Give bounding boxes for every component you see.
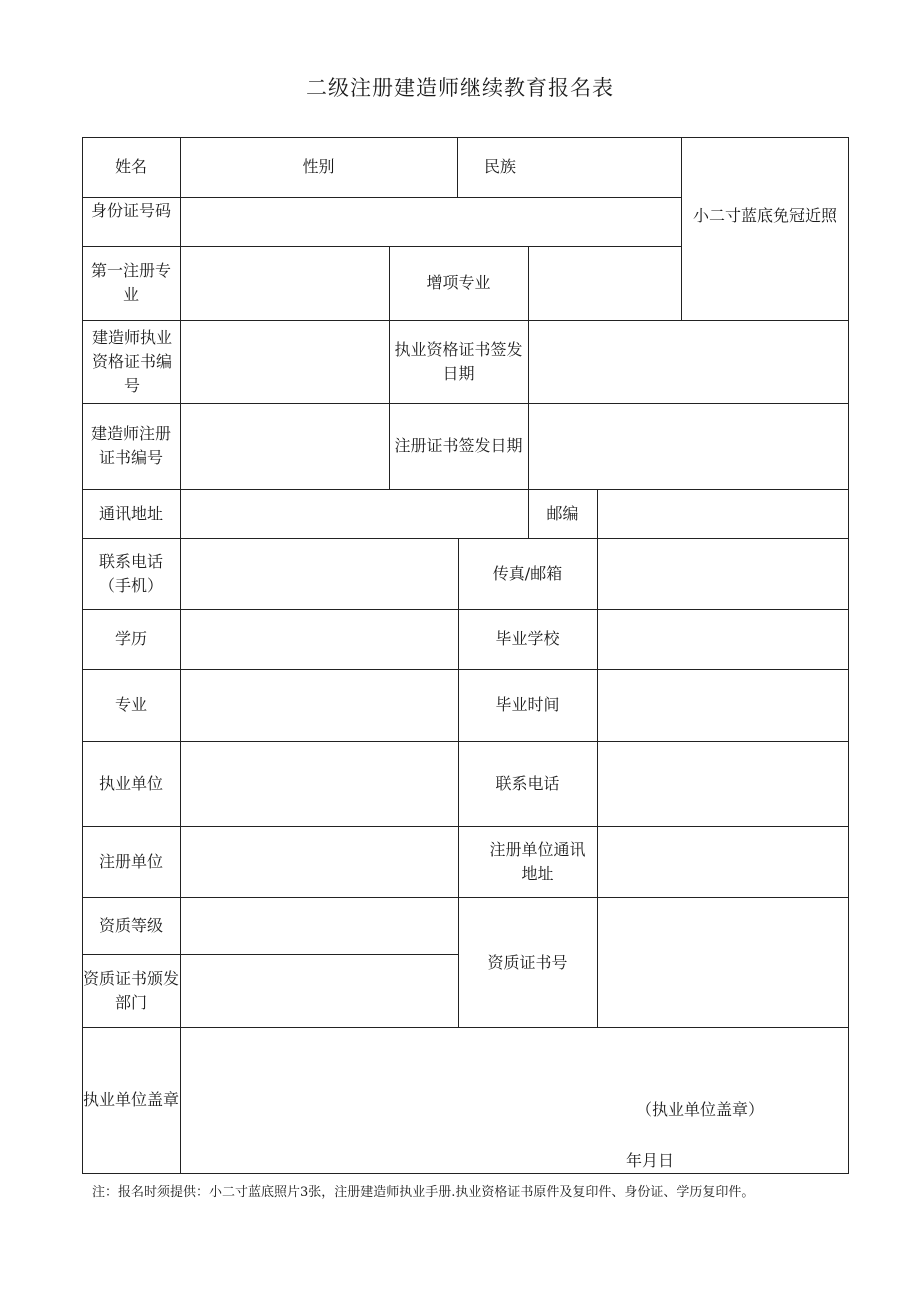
label-added-major: 增项专业 bbox=[426, 273, 491, 292]
label-qual-cert-issuer: 资质证书颁发部门 bbox=[83, 968, 180, 1012]
col-divider bbox=[528, 320, 529, 489]
row-divider bbox=[82, 197, 180, 198]
seal-note: （执业单位盖章） bbox=[635, 1100, 764, 1119]
label-contact-phone: 联系电话 bbox=[495, 773, 560, 793]
label-postcode: 邮编 bbox=[546, 503, 579, 523]
label-qual-cert-no: 建造师执业资格证书编号 bbox=[91, 327, 172, 395]
label-name: 姓名 bbox=[114, 157, 147, 176]
label-gender: 性别 bbox=[302, 157, 335, 176]
row-divider bbox=[82, 1027, 849, 1028]
label-grad-time: 毕业时间 bbox=[495, 695, 560, 714]
col-divider bbox=[597, 538, 598, 1027]
footnote: 注：报名时须提供：小二寸蓝底照片3张，注册建造师执业手册.执业资格证书原件及复印件、身份证、学历复印件。 bbox=[92, 1185, 755, 1200]
label-qual-cert-number: 资质证书号 bbox=[487, 953, 568, 972]
col-divider bbox=[528, 246, 529, 320]
label-fax-email: 传真/邮箱 bbox=[492, 563, 563, 583]
label-reg-cert-date: 注册证书签发日期 bbox=[394, 436, 523, 455]
label-reg-unit: 注册单位 bbox=[98, 851, 163, 871]
row-divider bbox=[82, 826, 849, 827]
label-ethnicity: 民族 bbox=[484, 157, 517, 176]
label-qual-level: 资质等级 bbox=[98, 915, 163, 935]
label-school: 毕业学校 bbox=[495, 629, 560, 648]
label-id-number: 身份证号码 bbox=[90, 201, 171, 220]
col-divider bbox=[597, 489, 598, 538]
table-border-right bbox=[848, 137, 849, 1174]
label-major: 专业 bbox=[114, 695, 147, 714]
row-divider bbox=[180, 197, 681, 198]
table-border-bottom bbox=[82, 1173, 849, 1174]
photo-placeholder: 小二寸蓝底免冠近照 bbox=[692, 206, 837, 225]
label-phone-mobile: 联系电话（手机） bbox=[98, 551, 163, 595]
label-address: 通讯地址 bbox=[98, 503, 163, 523]
row-divider bbox=[82, 489, 849, 490]
col-divider bbox=[681, 137, 682, 320]
label-practice-unit: 执业单位 bbox=[98, 773, 163, 793]
seal-date: 年月日 bbox=[625, 1151, 674, 1170]
col-divider bbox=[180, 137, 181, 1174]
label-reg-cert-no: 建造师注册证书编号 bbox=[90, 424, 171, 467]
label-seal: 执业单位盖章 bbox=[83, 1090, 180, 1109]
row-divider bbox=[82, 897, 849, 898]
col-divider bbox=[457, 137, 458, 197]
label-qual-cert-date: 执业资格证书签发日期 bbox=[394, 339, 523, 383]
label-reg-unit-address: 注册单位通讯地址 bbox=[489, 839, 586, 883]
form-title: 二级注册建造师继续教育报名表 bbox=[306, 76, 614, 100]
label-education: 学历 bbox=[114, 629, 147, 648]
label-first-major: 第一注册专业 bbox=[90, 261, 171, 304]
